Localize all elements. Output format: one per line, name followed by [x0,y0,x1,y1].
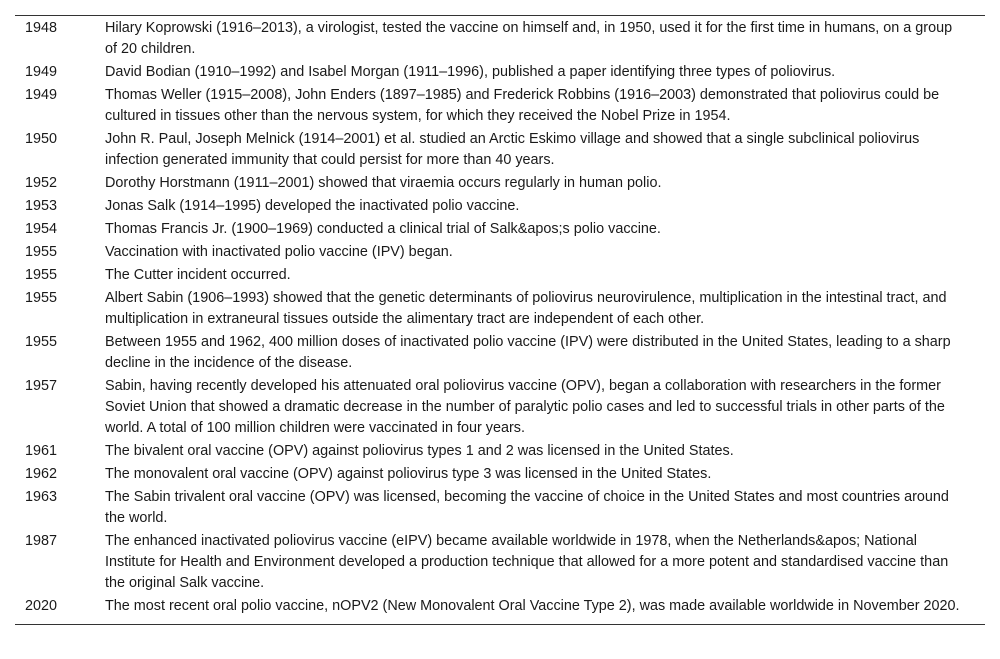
event-cell: Dorothy Horstmann (1911–2001) showed that viraemia occurs regularly in human polio. [105,175,662,191]
timeline-table-container [15,15,985,625]
event-cell: Between 1955 and 1962, 400 million doses of inactivated polio vaccine (IPV) were distributed in the United States, leading to a sharp decline in the incidence of the disease. [105,334,951,371]
event-cell: Albert Sabin (1906–1993) showed that the genetic determinants of poliovirus neurovirulence, multiplication in the intestinal tract, and multiplication in extraneural tissues outside the alimentary tract are independent of each other. [105,290,947,327]
table-row [15,173,985,196]
year-cell: 1957 [25,378,58,394]
event-cell: Sabin, having recently developed his attenuated oral poliovirus vaccine (OPV), began a collaboration with researchers in the former Soviet Union that showed a dramatic decrease in the number of paralytic polio cases and led to successful trials in other parts of the world. A total of 100 million children were vaccinated in four years. [105,378,945,436]
table-row [15,219,985,242]
table-row [15,441,985,464]
table-row [15,464,985,487]
year-cell: 1949 [25,87,58,103]
timeline-table [15,18,985,619]
table-row [15,18,985,62]
event-cell: The bivalent oral vaccine (OPV) against poliovirus types 1 and 2 was licensed in the United States. [105,443,734,459]
table-row [15,85,985,129]
year-cell: 2020 [25,598,58,614]
year-cell: 1962 [25,466,58,482]
year-cell: 1963 [25,489,58,505]
year-cell: 1954 [25,221,58,237]
event-cell: The monovalent oral vaccine (OPV) against poliovirus type 3 was licensed in the United States. [105,466,712,482]
year-cell: 1961 [25,443,58,459]
year-cell: 1955 [25,290,58,306]
table-row [15,531,985,596]
event-cell: John R. Paul, Joseph Melnick (1914–2001) et al. studied an Arctic Eskimo village and showed that a single subclinical poliovirus infection generated immunity that could persist for more than 40 years. [105,131,920,168]
year-cell: 1987 [25,533,58,549]
year-cell: 1953 [25,198,58,214]
timeline-body [15,18,985,619]
table-row [15,129,985,173]
table-row [15,265,985,288]
table-row [15,242,985,265]
event-cell: The Cutter incident occurred. [105,267,291,283]
event-cell: Hilary Koprowski (1916–2013), a virologist, tested the vaccine on himself and, in 1950, used it for the first time in humans, on a group of 20 children. [105,20,953,57]
table-row [15,288,985,332]
table-row [15,196,985,219]
table-row [15,332,985,376]
year-cell: 1955 [25,244,58,260]
table-row [15,376,985,441]
event-cell: The most recent oral polio vaccine, nOPV2 (New Monovalent Oral Vaccine Type 2), was made available worldwide in November 2020. [105,598,960,614]
table-row [15,62,985,85]
year-cell: 1949 [25,64,58,80]
event-cell: Thomas Weller (1915–2008), John Enders (1897–1985) and Frederick Robbins (1916–2003) demonstrated that poliovirus could be cultured in tissues other than the nervous system, for which they received the Nobel Prize in 1954. [105,87,940,124]
table-row [15,487,985,531]
event-cell: Vaccination with inactivated polio vaccine (IPV) began. [105,244,453,260]
event-cell: Jonas Salk (1914–1995) developed the inactivated polio vaccine. [105,198,520,214]
year-cell: 1950 [25,131,58,147]
event-cell: Thomas Francis Jr. (1900–1969) conducted a clinical trial of Salk&apos;s polio vaccine. [105,221,661,237]
year-cell: 1955 [25,267,58,283]
year-cell: 1952 [25,175,58,191]
event-cell: The enhanced inactivated poliovirus vaccine (eIPV) became available worldwide in 1978, when the Netherlands&apos; National Institute for Health and Environment developed a production technique that allowed for a more potent and standardised vaccine than the original Salk vaccine. [105,533,949,591]
year-cell: 1955 [25,334,58,350]
event-cell: The Sabin trivalent oral vaccine (OPV) was licensed, becoming the vaccine of choice in the United States and most countries around the world. [105,489,949,526]
event-cell: David Bodian (1910–1992) and Isabel Morgan (1911–1996), published a paper identifying three types of poliovirus. [105,64,836,80]
year-cell: 1948 [25,20,58,36]
table-row [15,596,985,619]
